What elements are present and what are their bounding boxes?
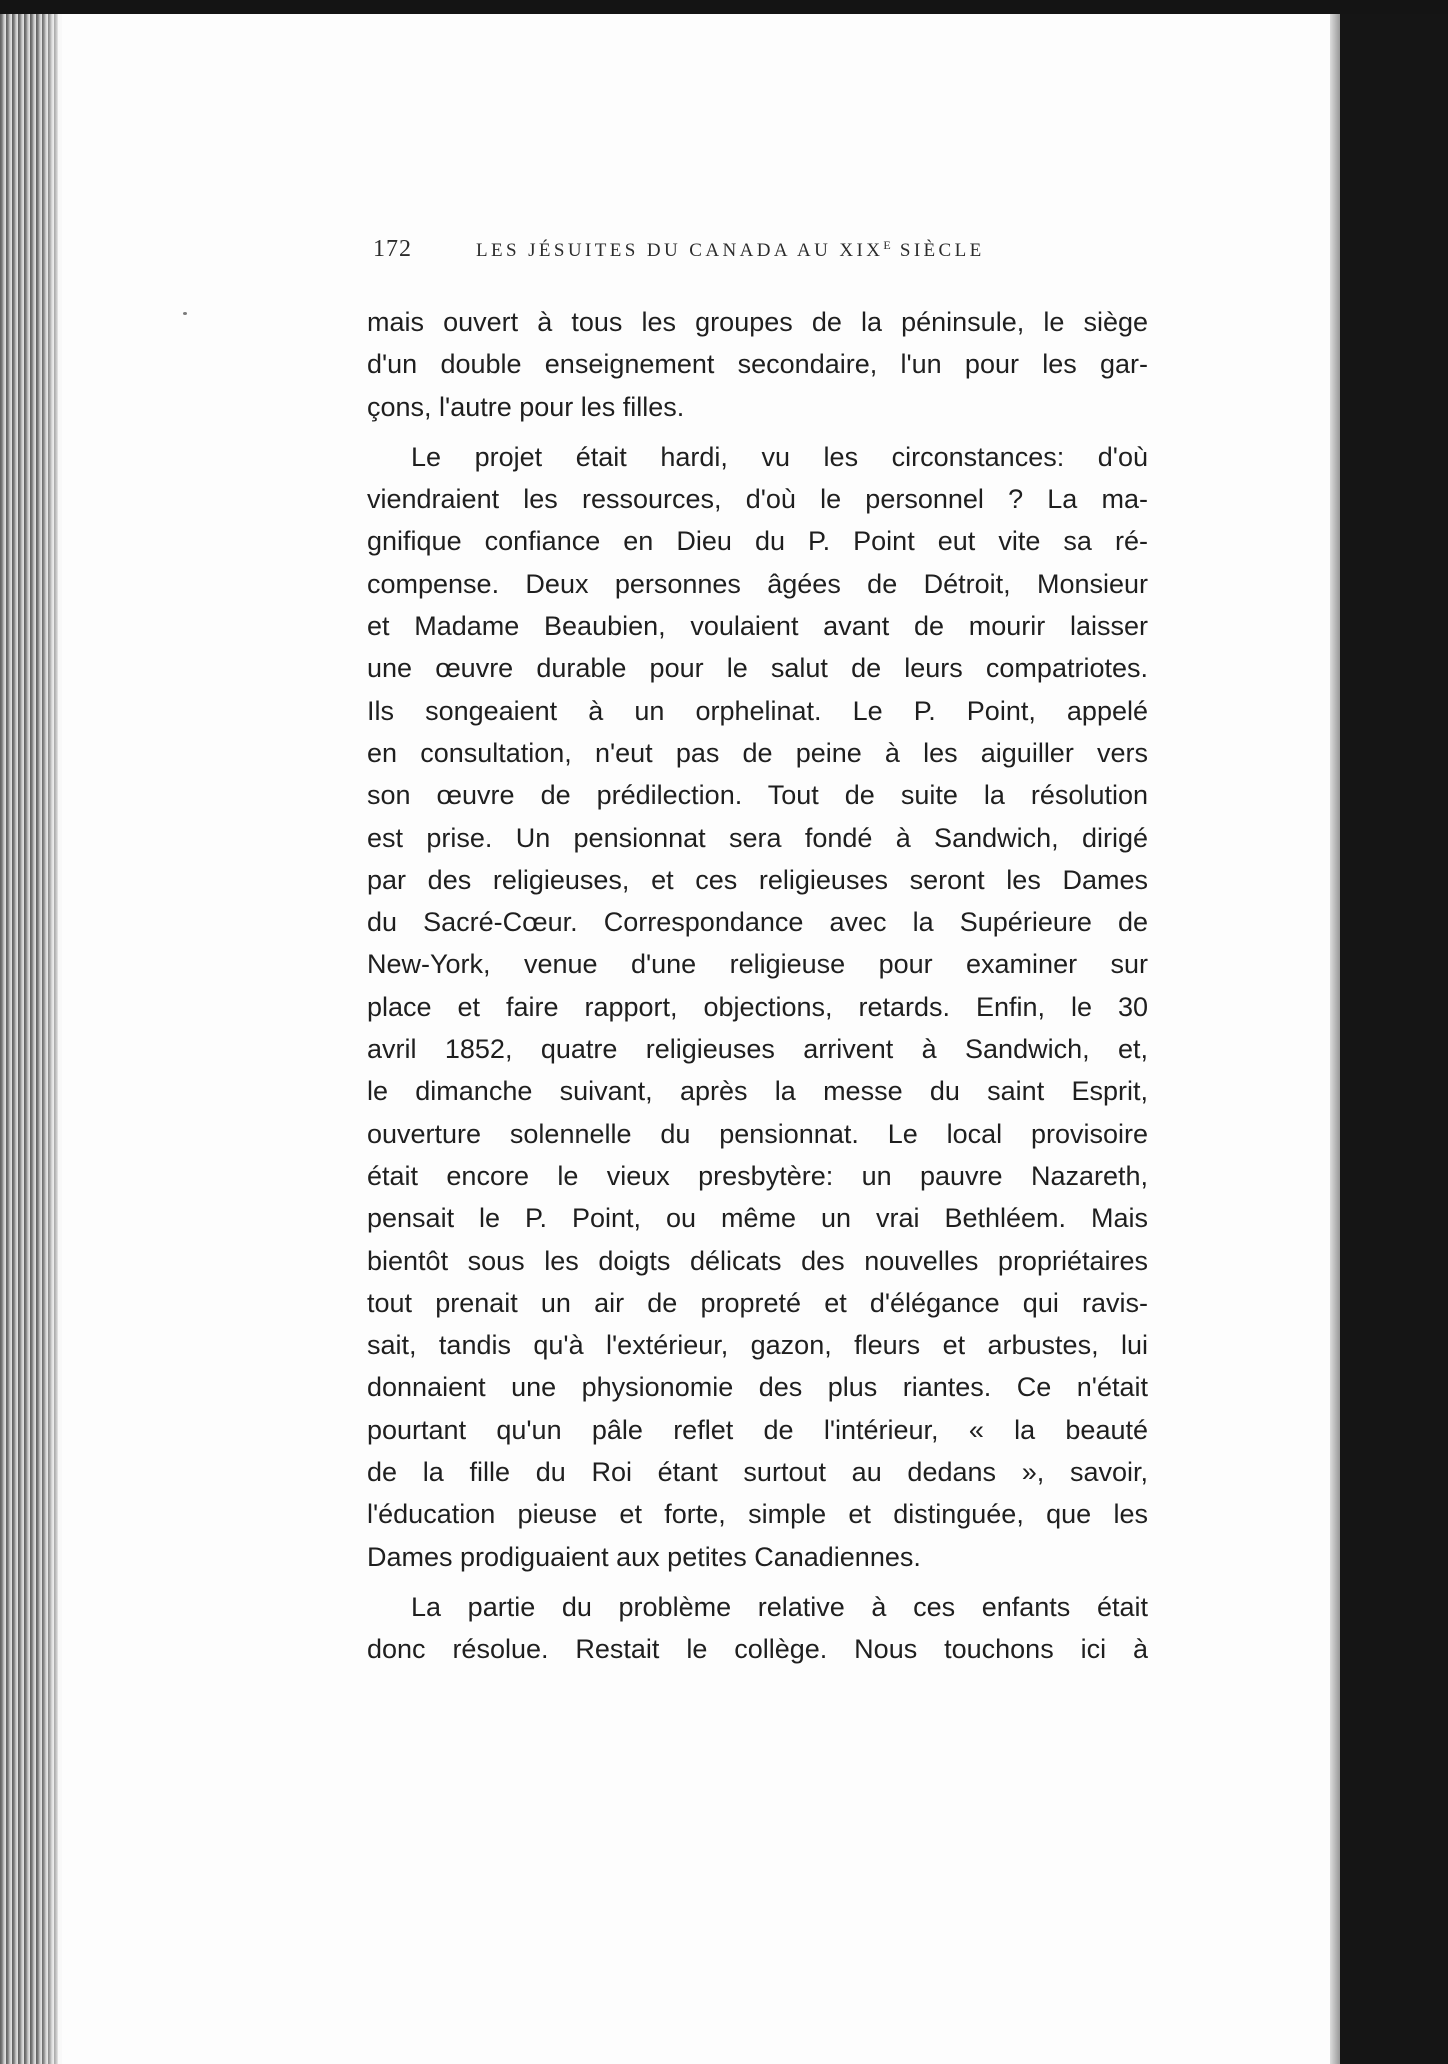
body-text — [367, 301, 1148, 1671]
text-line: du Sacré-Cœur. Correspondance avec la Supérieure de — [367, 907, 1148, 938]
text-line: le dimanche suivant, après la messe du saint Esprit, — [367, 1076, 1148, 1107]
text-line: gnifique confiance en Dieu du P. Point eut vite sa ré- — [367, 526, 1148, 557]
text-line: Ils songeaient à un orphelinat. Le P. Point, appelé — [367, 695, 1148, 726]
text-line: donnaient une physionomie des plus riantes. Ce n'était — [367, 1372, 1148, 1403]
text-line: place et faire rapport, objections, retards. Enfin, le 30 — [367, 991, 1148, 1022]
text-line: et Madame Beaubien, voulaient avant de mourir laisser — [367, 611, 1148, 642]
text-line: l'éducation pieuse et forte, simple et distinguée, que les — [367, 1499, 1148, 1530]
scanner-dark-margin — [1340, 0, 1448, 2064]
running-header — [373, 236, 1035, 270]
running-title-superscript: E — [883, 238, 892, 252]
text-line: par des religieuses, et ces religieuses seront les Dames — [367, 864, 1148, 895]
text-line: pensait le P. Point, ou même un vrai Bethléem. Mais — [367, 1203, 1148, 1234]
text-line: Dames prodiguaient aux petites Canadiennes. — [367, 1541, 921, 1572]
text-line: une œuvre durable pour le salut de leurs compatriotes. — [367, 653, 1148, 684]
running-title — [476, 238, 985, 262]
text-line: sait, tandis qu'à l'extérieur, gazon, fleurs et arbustes, lui — [367, 1330, 1148, 1361]
text-line: de la fille du Roi étant surtout au dedans », savoir, — [367, 1457, 1148, 1488]
text-line: viendraient les ressources, d'où le personnel ? La ma- — [367, 484, 1148, 515]
text-line: donc résolue. Restait le collège. Nous touchons ici à — [367, 1634, 1148, 1665]
text-line: d'un double enseignement secondaire, l'un pour les gar- — [367, 349, 1148, 380]
running-title-main: LES JÉSUITES DU CANADA AU XIX — [476, 240, 884, 261]
paper-speck — [183, 312, 187, 315]
text-line: compense. Deux personnes âgées de Détroit, Monsieur — [367, 568, 1148, 599]
text-line: çons, l'autre pour les filles. — [367, 391, 685, 422]
text-line: est prise. Un pensionnat sera fondé à Sandwich, dirigé — [367, 822, 1148, 853]
text-line: son œuvre de prédilection. Tout de suite la résolution — [367, 780, 1148, 811]
text-line: était encore le vieux presbytère: un pauvre Nazareth, — [367, 1160, 1148, 1191]
text-line: bientôt sous les doigts délicats des nouvelles propriétaires — [367, 1245, 1148, 1276]
text-line: mais ouvert à tous les groupes de la péninsule, le siège — [367, 307, 1148, 337]
text-line: pourtant qu'un pâle reflet de l'intérieur, « la beauté — [367, 1414, 1148, 1445]
text-line: tout prenait un air de propreté et d'élégance qui ravis- — [367, 1287, 1148, 1318]
text-line: La partie du problème relative à ces enfants était — [411, 1591, 1148, 1622]
text-line: en consultation, n'eut pas de peine à les aiguiller vers — [367, 737, 1148, 768]
text-line: avril 1852, quatre religieuses arrivent à Sandwich, et, — [367, 1034, 1148, 1065]
page-number: 172 — [373, 236, 412, 262]
text-line: New-York, venue d'une religieuse pour examiner sur — [367, 949, 1148, 980]
text-line: Le projet était hardi, vu les circonstances: d'où — [411, 441, 1148, 472]
running-title-end: SIÈCLE — [891, 240, 985, 261]
text-line: ouverture solennelle du pensionnat. Le local provisoire — [367, 1118, 1148, 1149]
scanner-top-border — [0, 0, 1448, 14]
